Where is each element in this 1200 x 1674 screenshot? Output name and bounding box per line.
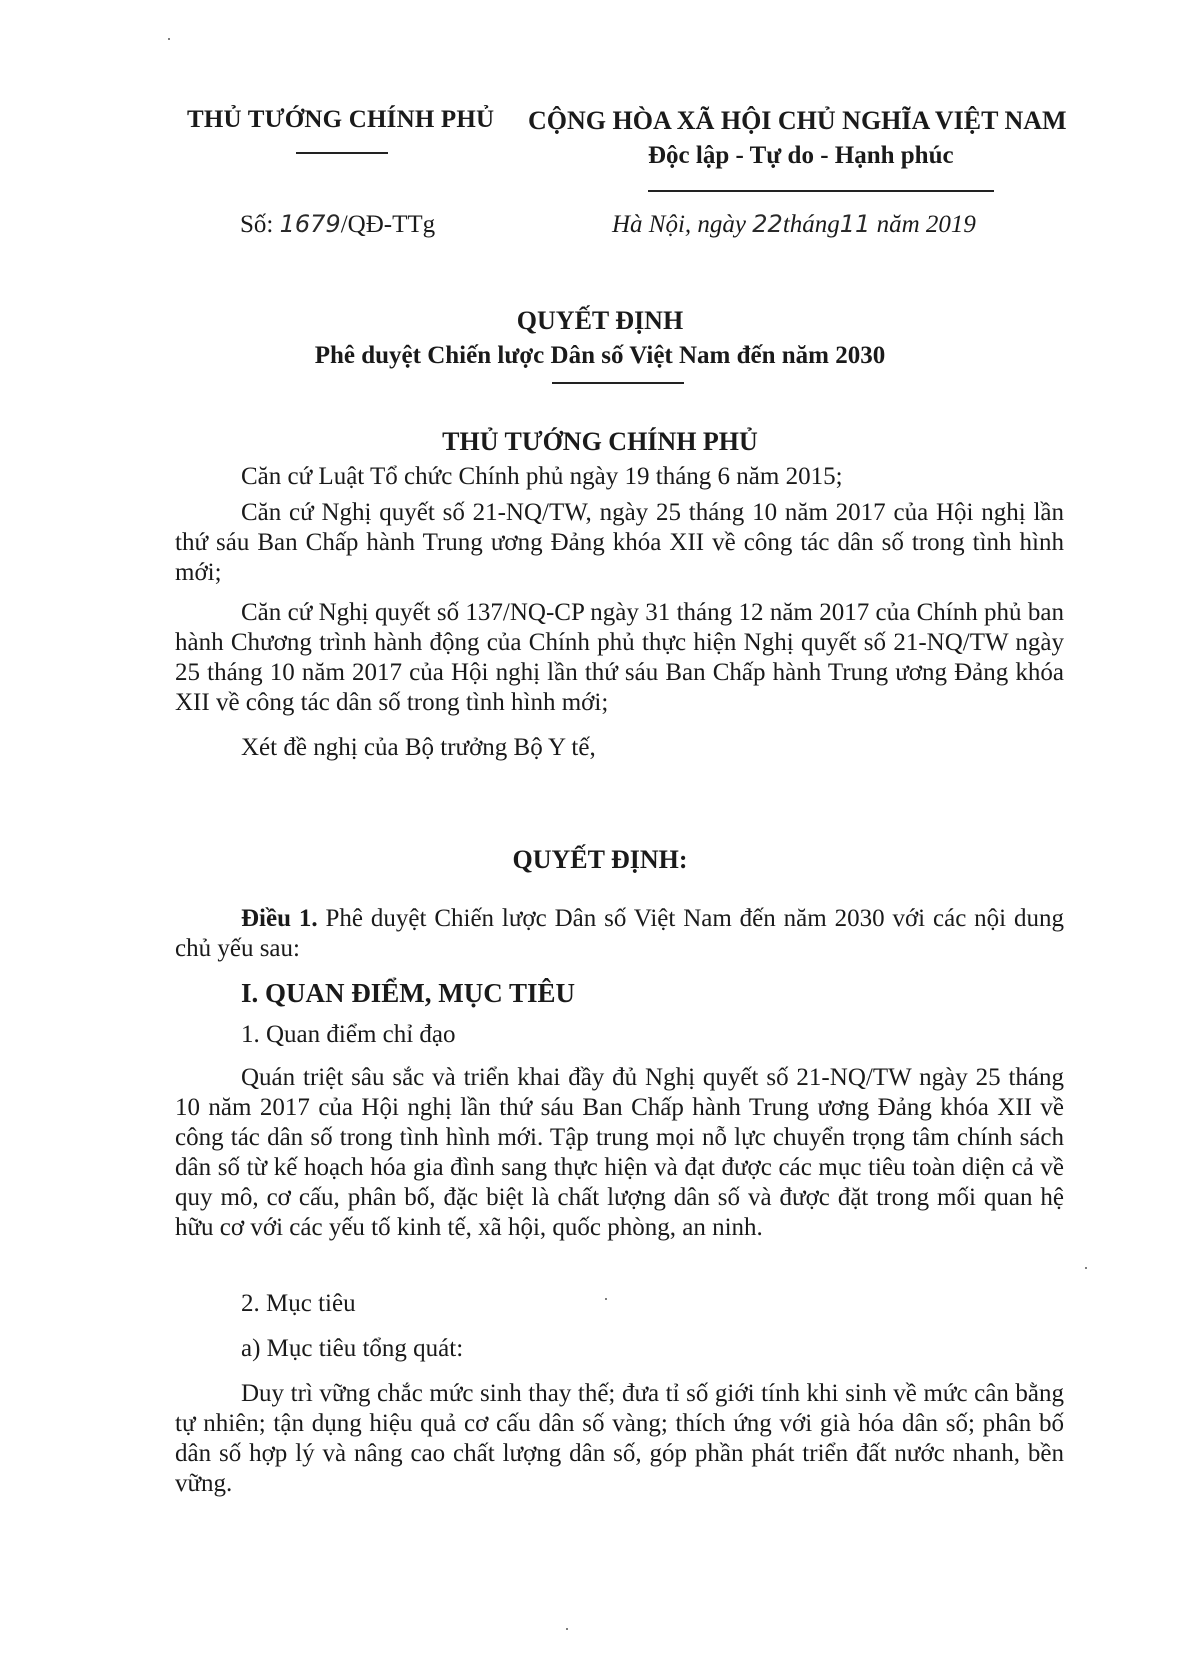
doc-number-prefix: Số: xyxy=(240,211,280,238)
date-month-handwritten: 11 xyxy=(839,210,871,238)
authority-heading: THỦ TƯỚNG CHÍNH PHỦ xyxy=(442,427,758,456)
date-day-handwritten: 22 xyxy=(752,210,783,238)
date-prefix: Hà Nội, ngày xyxy=(612,211,753,238)
date-month-label: tháng xyxy=(782,211,840,238)
scan-speck xyxy=(566,1628,568,1630)
section-heading: I. QUAN ĐIỂM, MỤC TIÊU xyxy=(241,978,576,1008)
date-year: năm 2019 xyxy=(870,211,976,238)
preamble-paragraph: Căn cứ Nghị quyết số 137/NQ-CP ngày 31 tháng 12 năm 2017 của Chính phủ ban hành Chương trình hành động của Chính phủ thực hiện Nghị quyết số 21-NQ/TW ngày 25 tháng 10 năm 2017 của Hội nghị lần thứ sáu Ban Chấp hành Trung ương Đảng khóa XII về công tác dân số trong tình hình mới; xyxy=(175,599,1064,716)
article-1 xyxy=(175,904,1064,964)
subsection-heading: a) Mục tiêu tổng quát: xyxy=(241,1335,464,1362)
scan-speck xyxy=(1085,1267,1087,1269)
document-title: QUYẾT ĐỊNH xyxy=(516,306,684,335)
article-1-text: Phê duyệt Chiến lược Dân số Việt Nam đến năm 2030 với các nội dung chủ yếu sau: xyxy=(175,905,1064,962)
scan-speck xyxy=(605,1298,607,1300)
decision-heading: QUYẾT ĐỊNH: xyxy=(512,845,688,874)
title-underline xyxy=(552,382,684,384)
preamble-paragraph: Xét đề nghị của Bộ trưởng Bộ Y tế, xyxy=(241,734,596,761)
document-subtitle: Phê duyệt Chiến lược Dân số Việt Nam đến năm 2030 xyxy=(314,342,886,369)
issuer-underline xyxy=(296,152,388,154)
doc-number-suffix: /QĐ-TTg xyxy=(340,211,436,238)
document-number xyxy=(240,210,435,239)
preamble-paragraph: Căn cứ Nghị quyết số 21-NQ/TW, ngày 25 tháng 10 năm 2017 của Hội nghị lần thứ sáu Ban Chấp hành Trung ương Đảng khóa XII về công tác dân số trong tình hình mới; xyxy=(175,499,1064,586)
body-paragraph: Duy trì vững chắc mức sinh thay thế; đưa tỉ số giới tính khi sinh về mức cân bằng tự nhiên; tận dụng hiệu quả cơ cấu dân số vàng; thích ứng với già hóa dân số; phân bố dân số hợp lý và nâng cao chất lượng dân số, góp phần phát triển đất nước nhanh, bền vững. xyxy=(175,1380,1064,1497)
article-1-label: Điều 1. xyxy=(241,905,318,932)
subsection-heading: 1. Quan điểm chỉ đạo xyxy=(241,1021,456,1048)
doc-number-handwritten: 1679 xyxy=(279,210,341,238)
subsection-heading: 2. Mục tiêu xyxy=(241,1290,356,1317)
scan-speck xyxy=(168,38,170,40)
date-line xyxy=(612,210,976,239)
national-motto: Độc lập - Tự do - Hạnh phúc xyxy=(648,142,954,169)
body-paragraph: Quán triệt sâu sắc và triển khai đầy đủ Nghị quyết số 21-NQ/TW ngày 25 tháng 10 năm 2017 của Hội nghị lần thứ sáu Ban Chấp hành Trung ương Đảng khóa XII về công tác dân số trong tình hình mới. Tập trung mọi nỗ lực chuyển trọng tâm chính sách dân số từ kế hoạch hóa gia đình sang thực hiện và đạt được các mục tiêu toàn diện cả về quy mô, cơ cấu, phân bố, đặc biệt là chất lượng dân số và được đặt trong mối quan hệ hữu cơ với các yếu tố kinh tế, xã hội, quốc phòng, an ninh. xyxy=(175,1064,1064,1241)
issuer-name: THỦ TƯỚNG CHÍNH PHỦ xyxy=(187,106,495,133)
preamble-paragraph: Căn cứ Luật Tổ chức Chính phủ ngày 19 tháng 6 năm 2015; xyxy=(241,463,843,490)
country-name: CỘNG HÒA XÃ HỘI CHỦ NGHĨA VIỆT NAM xyxy=(528,106,1067,135)
motto-underline xyxy=(648,190,994,192)
